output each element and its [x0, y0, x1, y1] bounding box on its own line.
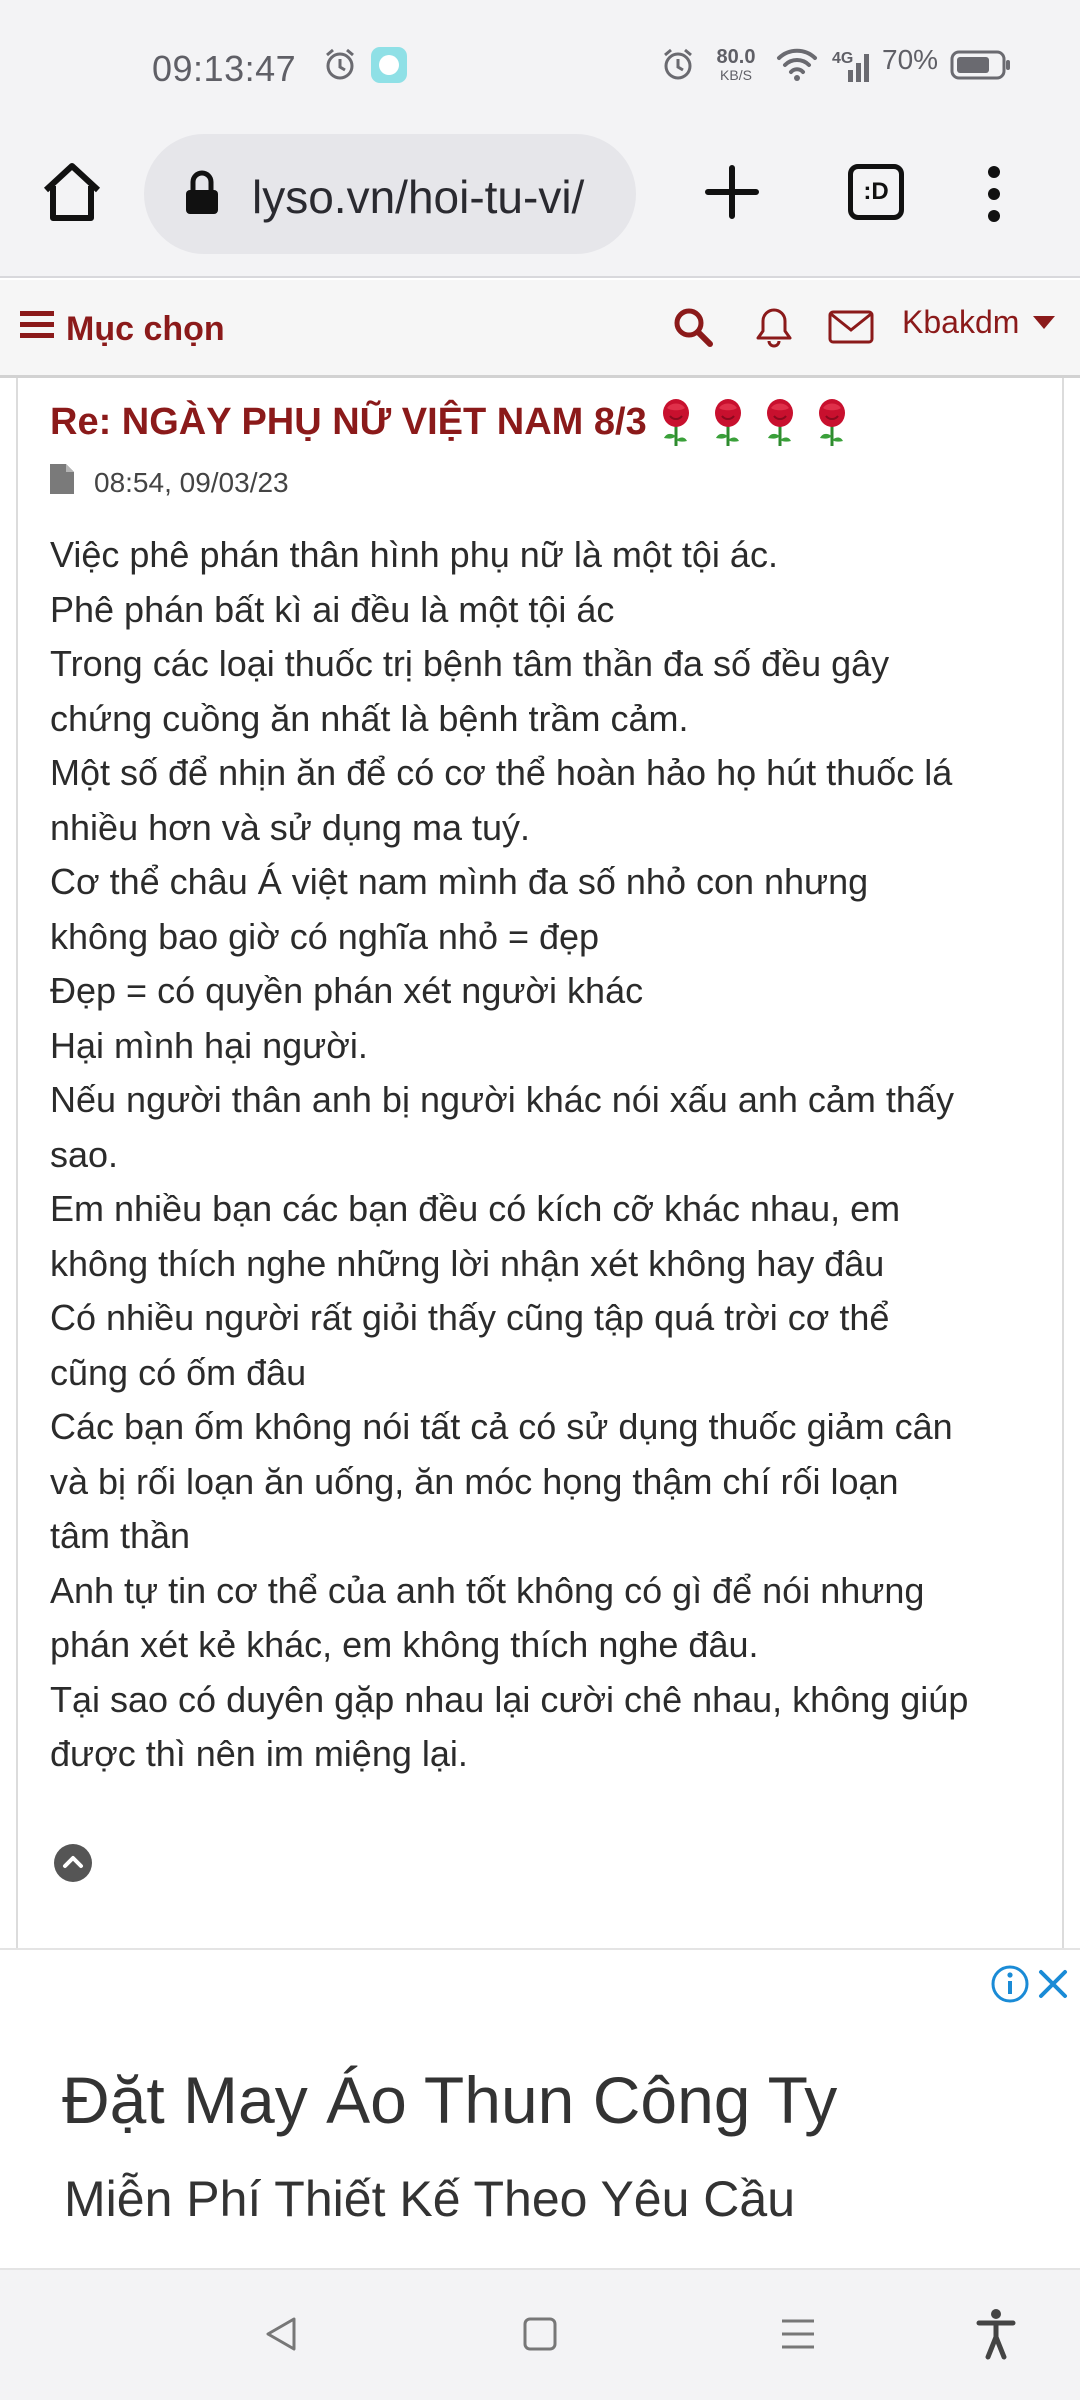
- network-speed: 80.0 KB/S: [716, 46, 756, 83]
- scroll-up-button[interactable]: [54, 1844, 92, 1882]
- url-text[interactable]: lyso.vn/hoi-tu-vi/: [252, 171, 585, 223]
- post-body-line: sao.: [50, 1133, 119, 1175]
- post-body-line: tâm thần: [50, 1515, 191, 1556]
- rose-emoji-icon: [757, 396, 803, 448]
- search-icon[interactable]: [672, 306, 714, 353]
- menu-icon[interactable]: [982, 164, 1006, 224]
- document-icon: [50, 464, 94, 501]
- new-tab-icon[interactable]: [700, 160, 764, 224]
- post-body-line: Phê phán bất kì ai đều là một tội ác: [50, 588, 615, 630]
- post-body-line: và bị rối loạn ăn uống, ăn móc họng thậm chí rối loạn: [50, 1460, 899, 1502]
- post-body-line: Các bạn ốm không nói tất cả có sử dụng thuốc giảm cân: [50, 1406, 953, 1447]
- alarm-icon: [660, 46, 696, 87]
- hamburger-icon: [20, 310, 66, 349]
- post-meta: [50, 464, 289, 501]
- back-icon[interactable]: [262, 2314, 302, 2359]
- messenger-icon: [370, 46, 408, 89]
- post-body-line: được thì nên im miệng lại.: [50, 1733, 468, 1774]
- caret-down-icon: [1033, 316, 1055, 329]
- forum-post: [16, 378, 1064, 1948]
- post-body-line: Em nhiều bạn các bạn đều có kích cỡ khác nhau, em: [50, 1188, 901, 1229]
- address-bar[interactable]: [144, 134, 636, 254]
- post-title[interactable]: [50, 396, 861, 448]
- post-body-line: Hại mình hại người.: [50, 1024, 368, 1066]
- rose-emoji-icon: [809, 396, 855, 448]
- post-timestamp: 08:54, 09/03/23: [94, 466, 289, 498]
- accessibility-icon[interactable]: [976, 2308, 1016, 2365]
- browser-toolbar: [0, 120, 1080, 278]
- post-body-line: Một số để nhịn ăn để có cơ thể hoàn hảo họ hút thuốc lá: [50, 752, 953, 793]
- home-square-icon[interactable]: [520, 2314, 560, 2359]
- post-body-line: Có nhiều người rất giỏi thấy cũng tập quá trời cơ thể: [50, 1297, 890, 1338]
- post-body-line: Nếu người thân anh bị người khác nói xấu anh cảm thấy: [50, 1079, 954, 1120]
- post-body-line: Trong các loại thuốc trị bệnh tâm thần đa số đều gây: [50, 643, 890, 684]
- wifi-icon: [776, 46, 818, 87]
- post-body-line: chứng cuồng ăn nhất là bệnh trầm cảm.: [50, 697, 689, 739]
- post-body-line: phán xét kẻ khác, em không thích nghe đâu.: [50, 1624, 759, 1665]
- alarm-icon: [322, 46, 358, 87]
- recents-icon[interactable]: [778, 2314, 818, 2359]
- menu-button[interactable]: [20, 310, 225, 349]
- status-bar: [0, 0, 1080, 120]
- post-body-line: không thích nghe những lời nhận xét không hay đâu: [50, 1242, 885, 1284]
- battery-percent: 70%: [882, 44, 939, 75]
- post-title-text: Re: NGÀY PHỤ NỮ VIỆT NAM 8/3: [50, 400, 647, 443]
- username: Kbakdm: [902, 304, 1020, 340]
- ad-banner[interactable]: [0, 1948, 1080, 2270]
- ad-subtitle[interactable]: Miễn Phí Thiết Kế Theo Yêu Cầu: [64, 2171, 796, 2227]
- battery-icon: [950, 50, 1012, 85]
- menu-label: Mục chọn: [66, 310, 225, 348]
- rose-emoji-group: [653, 396, 861, 448]
- post-body-line: không bao giờ có nghĩa nhỏ = đẹp: [50, 915, 600, 957]
- signal-icon: [834, 50, 874, 89]
- mail-icon[interactable]: [828, 310, 874, 349]
- post-body-line: nhiều hơn và sử dụng ma tuý.: [50, 806, 530, 848]
- post-body-line: Tại sao có duyên gặp nhau lại cười chê nhau, không giúp: [50, 1678, 969, 1720]
- post-body-line: Đẹp = có quyền phán xét người khác: [50, 970, 644, 1011]
- ad-close-icon[interactable]: [1036, 1964, 1070, 2009]
- rose-emoji-icon: [705, 396, 751, 448]
- bell-icon[interactable]: [754, 306, 794, 353]
- chevron-up-icon: [54, 1844, 92, 1882]
- post-body-line: Việc phê phán thân hình phụ nữ là một tội ác.: [50, 534, 778, 575]
- site-navbar: [0, 280, 1080, 378]
- post-body: [50, 528, 1060, 1782]
- user-menu[interactable]: [902, 304, 1055, 341]
- ad-title[interactable]: Đặt May Áo Thun Công Ty: [62, 2063, 838, 2137]
- post-body-line: Cơ thể châu Á việt nam mình đa số nhỏ con nhưng: [50, 861, 869, 902]
- rose-emoji-icon: [653, 396, 699, 448]
- system-navigation-bar: [0, 2270, 1080, 2400]
- status-time: 09:13:47: [152, 48, 297, 89]
- lock-icon: [184, 170, 220, 221]
- network-type: 4G: [832, 50, 854, 67]
- post-body-line: Anh tự tin cơ thể của anh tốt không có gì để nói nhưng: [50, 1569, 925, 1611]
- post-body-line: cũng có ốm đâu: [50, 1351, 307, 1393]
- ad-info-icon[interactable]: [990, 1964, 1030, 2009]
- home-icon[interactable]: [40, 160, 104, 224]
- tabs-icon[interactable]: :D: [848, 164, 904, 220]
